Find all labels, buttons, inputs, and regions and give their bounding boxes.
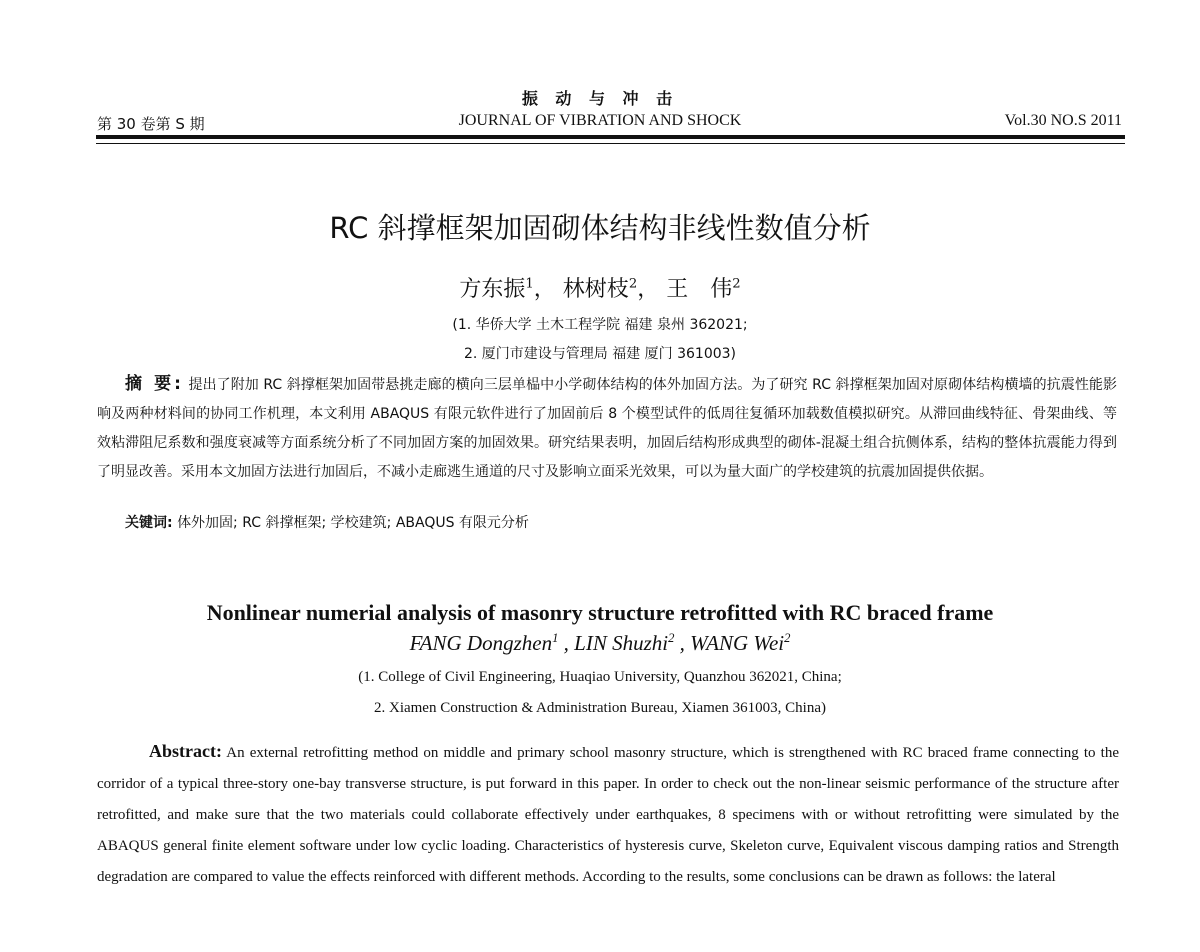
abstract-text-english: An external retrofitting method on middle and primary school masonry structure, which is strengthened with RC braced frame connecting to the corridor of a typical three-story one-bay transverse structure, is put forward in this paper. In order to check out the non-linear seismic performance of the structure after retrofitted, and make sure that the two materials could collaborate effectively under earthquakes, 8 specimens with or without retrofitting were simulated by the ABAQUS general finite element software under low cyclic loading. Characteristics of hysteresis curve, Skeleton curve, Equivalent viscous damping ratios and Strength degradation are compared to value the effects reinforced with different methods. According to the results, some conclusions can be drawn as follows: the lateral <box>97 745 1119 885</box>
author-affiliation-mark: 2 <box>628 276 638 292</box>
header-rule-thin <box>96 143 1125 144</box>
header-rule-thick <box>96 135 1125 139</box>
abstract-label-chinese: 摘 要: <box>125 374 184 394</box>
author-affiliation-mark: 2 <box>732 276 741 292</box>
abstract-chinese <box>97 370 1117 487</box>
abstract-label-english: Abstract: <box>149 741 222 761</box>
affiliation-english-2: 2. Xiamen Construction & Administration Bureau, Xiamen 361003, China) <box>373 700 827 716</box>
author-affiliation-mark: 1 <box>525 276 534 292</box>
paper-title-english: Nonlinear numerial analysis of masonry structure retrofitted with RC braced frame <box>206 600 994 625</box>
abstract-text-chinese: 提出了附加 RC 斜撑框架加固带悬挑走廊的横向三层单榀中小学砌体结构的体外加固方法。为了研究 RC 斜撑框架加固对原砌体结构横墙的抗震性能影响及两种材料间的协同工作机理，本文利用 ABAQUS 有限元软件进行了加固前后 8 个模型试件的低周往复循环加载数值模拟研究。从滞回曲线特征、骨架曲线、等效粘滞阻尼系数和强度衰减等方面系统分析了不同加固方案的加固效果。研究结果表明，加固后结构形成典型的砌体-混凝土组合抗侧体系，结构的整体抗震能力得到了明显改善。采用本文加固方法进行加固后，不减小走廊逃生通道的尺寸及影响立面采光效果，可以为量大面广的学校建筑的抗震加固提供依据。 <box>97 377 1117 480</box>
author-separator: , <box>558 631 575 655</box>
abstract-english <box>97 736 1119 893</box>
affiliation-chinese-2: 2. 厦门市建设与管理局 福建 厦门 361003) <box>463 346 737 362</box>
author-name: FANG Dongzhen <box>409 631 553 655</box>
author-affiliation-mark: 2 <box>668 631 675 645</box>
paper-title-chinese: RC 斜撑框架加固砌体结构非线性数值分析 <box>329 211 871 245</box>
author-name: 林树枝 <box>562 277 629 302</box>
author-name: WANG Wei <box>690 631 785 655</box>
volume-label: Vol.30 NO.S 2011 <box>1004 112 1122 129</box>
keywords-label-chinese: 关键词: <box>125 515 173 531</box>
author-affiliation-mark: 1 <box>552 631 559 645</box>
issue-label: 第 30 卷第 S 期 <box>97 115 205 133</box>
authors-english <box>0 631 1200 656</box>
author-affiliation-mark: 2 <box>784 631 791 645</box>
author-name: 王 伟 <box>666 277 733 302</box>
journal-name-english: JOURNAL OF VIBRATION AND SHOCK <box>458 112 742 129</box>
keywords-chinese <box>125 512 529 532</box>
keywords-text-chinese: 体外加固; RC 斜撑框架; 学校建筑; ABAQUS 有限元分析 <box>177 515 529 531</box>
author-name: LIN Shuzhi <box>574 631 669 655</box>
authors-chinese: 方东振$^1$， 林树枝$^2$， 王 伟$^2$ <box>459 276 741 302</box>
author-separator: , <box>674 631 691 655</box>
affiliation-english-1: (1. College of Civil Engineering, Huaqiao University, Quanzhou 362021, China; <box>358 669 842 685</box>
affiliation-chinese-1: (1. 华侨大学 土木工程学院 福建 泉州 362021; <box>452 317 748 333</box>
journal-name-chinese: 振 动 与 冲 击 <box>521 89 679 108</box>
author-name: 方东振 <box>459 277 526 302</box>
